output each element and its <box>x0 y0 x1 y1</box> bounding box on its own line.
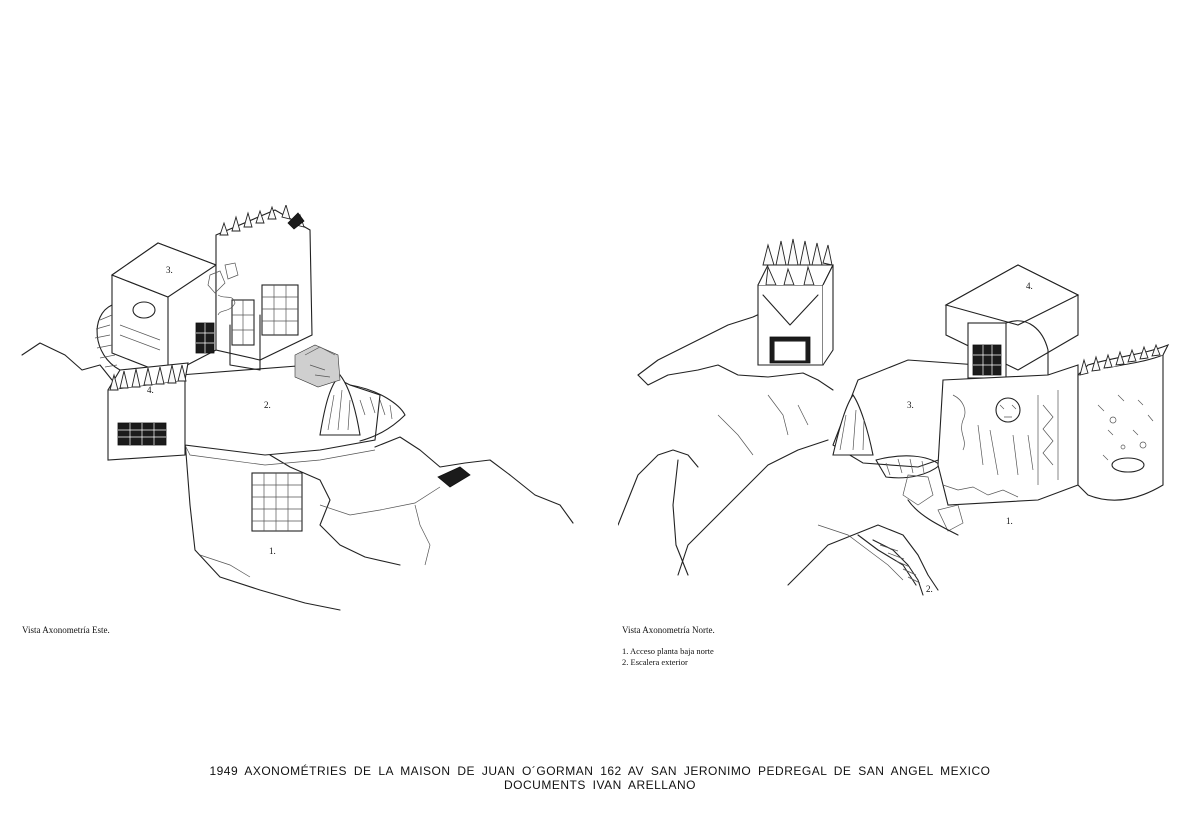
north-label-1: 1. <box>1006 516 1013 526</box>
east-label-2: 2. <box>264 400 271 410</box>
legend-item: 1. Acceso planta baja norte <box>622 646 714 656</box>
footer-title-line: 1949 AXONOMÉTRIES DE LA MAISON DE JUAN O´GORMAN 162 AV SAN JERONIMO PEDREGAL DE SAN ANGEL MEXICO <box>209 764 991 778</box>
north-label-4: 4. <box>1026 281 1033 291</box>
east-label-1: 1. <box>269 546 276 556</box>
axonometric-drawing-north <box>618 205 1178 615</box>
axonometric-drawing-east <box>20 205 580 615</box>
legend-item: 2. Escalera exterior <box>622 657 688 667</box>
east-view-caption: Vista Axonometría Este. <box>22 625 110 635</box>
north-view-caption: Vista Axonometría Norte. <box>622 625 715 635</box>
document-footer <box>0 764 1200 792</box>
north-view-svg <box>618 205 1178 615</box>
north-label-2: 2. <box>926 584 933 594</box>
footer-credit-line: DOCUMENTS IVAN ARELLANO <box>504 778 696 792</box>
north-view-legend <box>622 646 714 668</box>
east-label-4: 4. <box>147 385 154 395</box>
north-label-3: 3. <box>907 400 914 410</box>
east-view-svg <box>20 205 580 615</box>
east-label-3: 3. <box>166 265 173 275</box>
